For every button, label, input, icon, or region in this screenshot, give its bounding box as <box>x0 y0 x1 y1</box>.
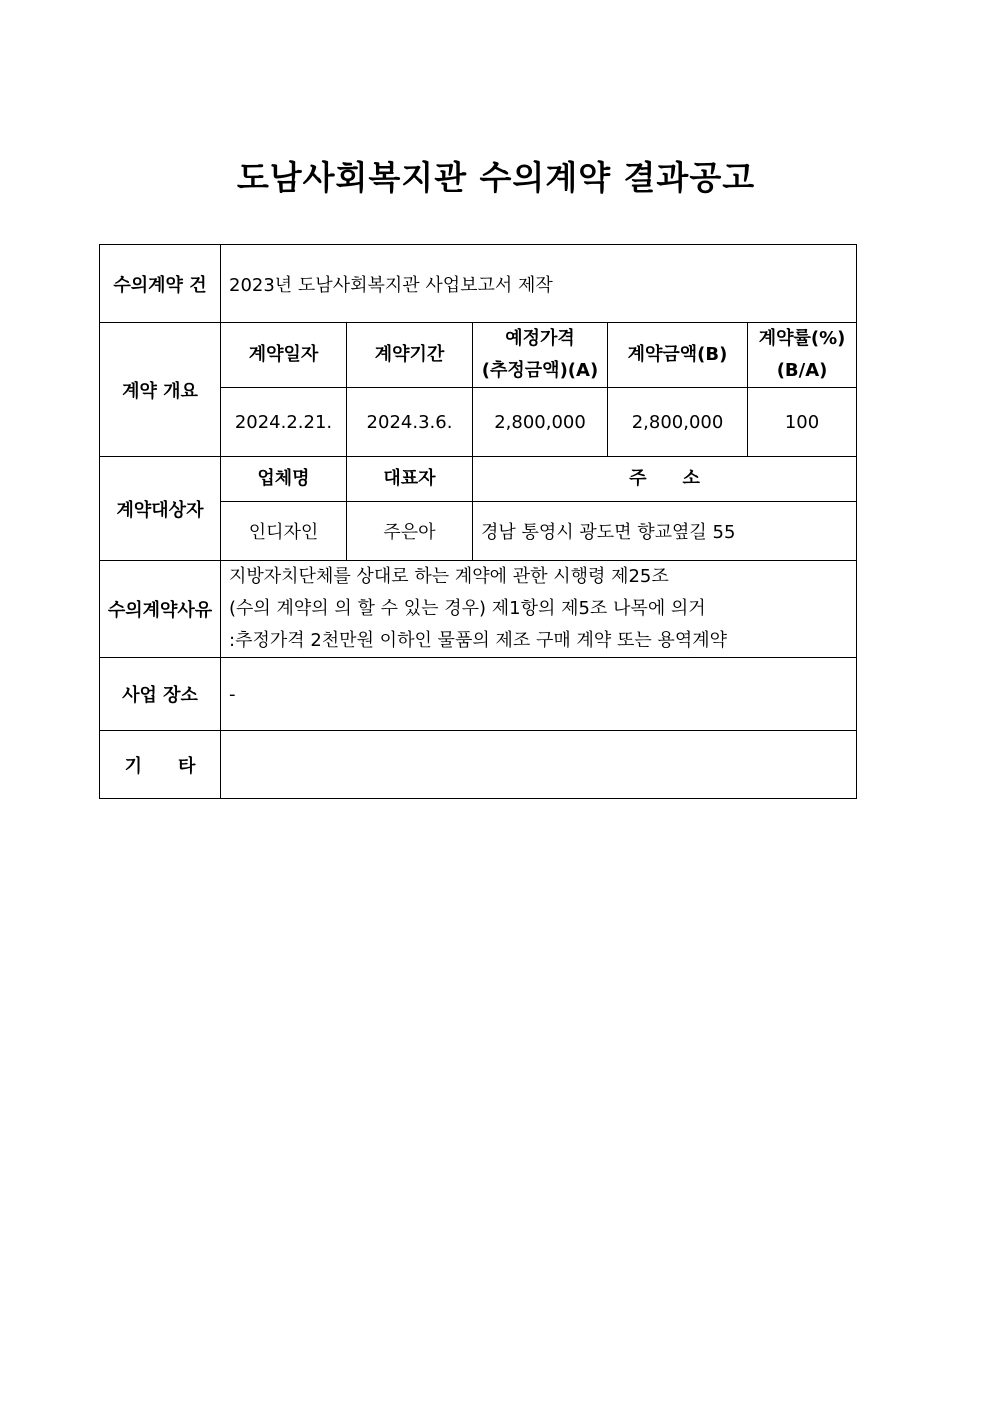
label-etc: 기 타 <box>100 731 221 799</box>
row-contract-case <box>100 245 857 323</box>
value-etc <box>221 731 857 799</box>
value-contract-amount: 2,800,000 <box>608 388 748 457</box>
label-reason: 수의계약사유 <box>100 561 221 658</box>
value-contract-case: 2023년 도남사회복지관 사업보고서 제작 <box>221 245 857 323</box>
contract-result-table <box>99 244 857 799</box>
value-reason <box>221 561 857 658</box>
value-contract-period: 2024.3.6. <box>347 388 473 457</box>
value-address: 경남 통영시 광도면 향교옆길 55 <box>473 502 857 561</box>
label-overview: 계약 개요 <box>100 323 221 457</box>
label-location: 사업 장소 <box>100 658 221 731</box>
value-representative: 주은아 <box>347 502 473 561</box>
header-contract-rate <box>748 323 857 388</box>
header-contract-rate-line1: 계약률(%) <box>758 328 846 349</box>
header-address: 주 소 <box>473 457 857 502</box>
header-estimated-price-line1: 예정가격 <box>505 328 575 349</box>
label-party: 계약대상자 <box>100 457 221 561</box>
value-estimated-price: 2,800,000 <box>473 388 608 457</box>
row-reason <box>100 561 857 658</box>
label-contract-case: 수의계약 건 <box>100 245 221 323</box>
reason-line-3: :추정가격 2천만원 이하인 물품의 제조 구매 계약 또는 용역계약 <box>229 630 727 651</box>
row-overview-headers <box>100 323 857 388</box>
header-contract-rate-line2: (B/A) <box>776 360 828 381</box>
value-company: 인디자인 <box>221 502 347 561</box>
header-estimated-price-line2: (추정금액)(A) <box>481 360 599 381</box>
value-contract-date: 2024.2.21. <box>221 388 347 457</box>
value-location: - <box>221 658 857 731</box>
page-title: 도남사회복지관 수의계약 결과공고 <box>236 158 756 197</box>
reason-line-2: (수의 계약의 의 할 수 있는 경우) 제1항의 제5조 나목에 의거 <box>229 598 706 619</box>
row-etc <box>100 731 857 799</box>
header-contract-date: 계약일자 <box>221 323 347 388</box>
header-contract-period: 계약기간 <box>347 323 473 388</box>
header-contract-amount: 계약금액(B) <box>608 323 748 388</box>
header-representative: 대표자 <box>347 457 473 502</box>
reason-line-1: 지방자치단체를 상대로 하는 계약에 관한 시행령 제25조 <box>229 566 669 587</box>
row-party-headers <box>100 457 857 502</box>
header-estimated-price <box>473 323 608 388</box>
value-contract-rate: 100 <box>748 388 857 457</box>
header-company: 업체명 <box>221 457 347 502</box>
row-location <box>100 658 857 731</box>
